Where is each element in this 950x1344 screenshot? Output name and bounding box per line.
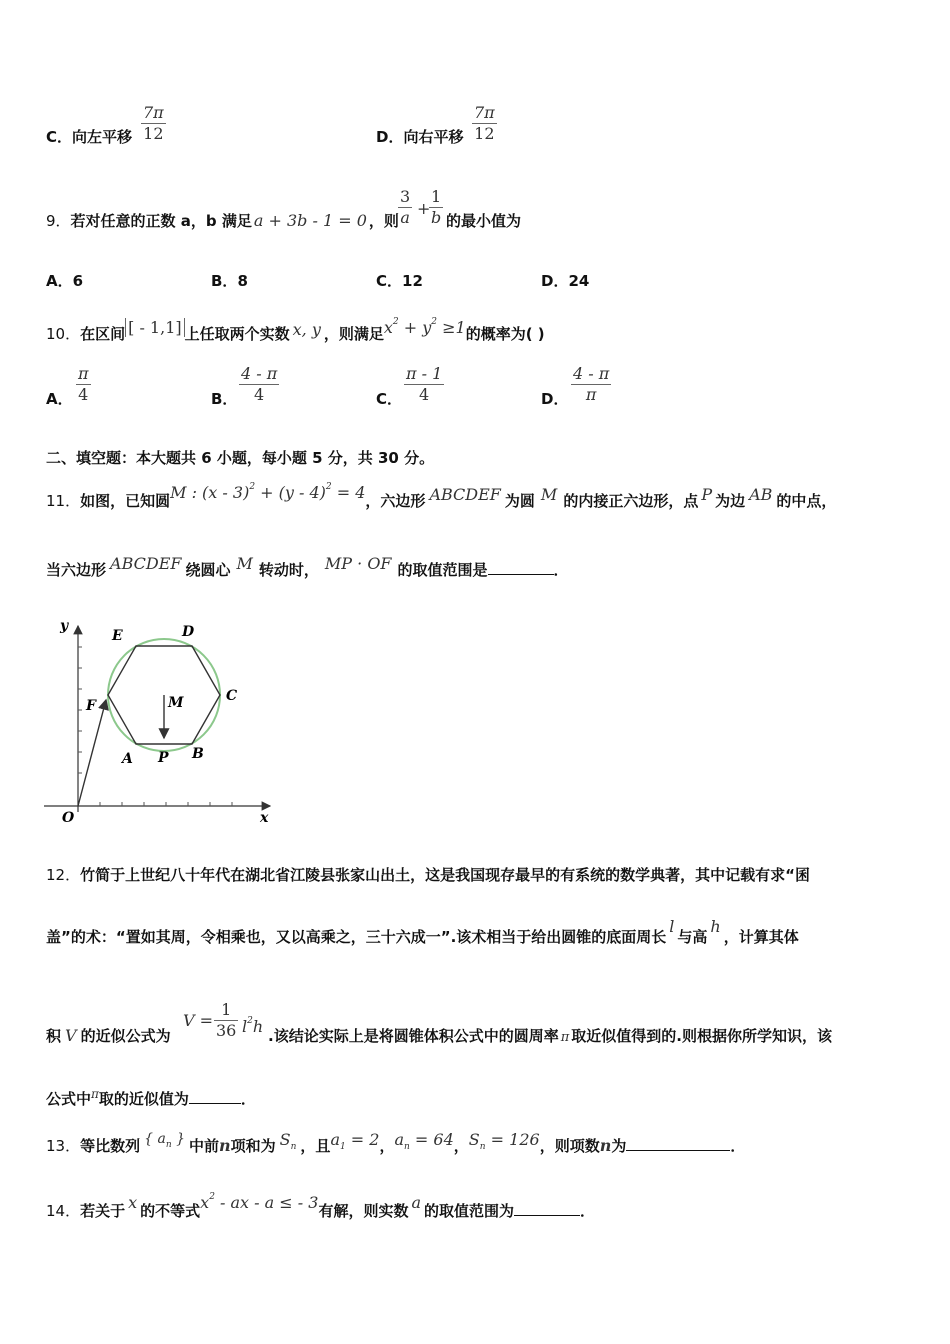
- q12-formula-fraction: [214, 1000, 238, 1041]
- q13-seq-close: }: [171, 1131, 185, 1147]
- q13-a1-val: = 2: [345, 1130, 380, 1149]
- label-x: x: [260, 810, 269, 826]
- q12-formula-exp: 2: [247, 1016, 253, 1026]
- label-b: B: [192, 746, 204, 762]
- q11-text-f: 的中点，: [776, 492, 837, 510]
- q10-options-1-label: B．: [211, 390, 238, 408]
- option-label: C．: [46, 128, 73, 146]
- q14-text-c: 有解，则实数: [318, 1202, 409, 1220]
- q11-line-2: [46, 554, 569, 580]
- q10-options-0-label: A．: [46, 390, 73, 408]
- q9-options-0-value: 6: [72, 272, 84, 290]
- q12-formula-h: h: [252, 1017, 264, 1036]
- q11-circle-c: = 4: [331, 483, 366, 502]
- q10-options-1-num: 4 - π: [241, 364, 278, 383]
- answer-blank[interactable]: [488, 560, 554, 575]
- q9-text-b: ，则: [368, 212, 399, 230]
- q12-v: V: [65, 1026, 77, 1045]
- q13-s-sub: n: [290, 1142, 297, 1152]
- q10-inequality: [384, 318, 466, 337]
- q11-text-d: 的内接正六边形，点: [563, 492, 699, 510]
- label-c: C: [226, 688, 238, 704]
- q12-line4-end: ．: [240, 1090, 256, 1108]
- q12-line3-a: 积: [46, 1027, 62, 1045]
- q13-text-b: 中前: [188, 1137, 219, 1155]
- q10-text-d: 的概率为( ): [465, 325, 545, 343]
- q12-pi: π: [560, 1030, 570, 1045]
- q11-ab: AB: [749, 485, 773, 504]
- q13-n2: n: [599, 1136, 612, 1155]
- answer-blank[interactable]: [514, 1201, 580, 1216]
- question-number: 13．: [46, 1137, 81, 1155]
- q9-f1-num: 3: [400, 187, 411, 206]
- q10-text-a: 在区间: [80, 325, 126, 343]
- q10-text-c: ，则满足: [323, 325, 384, 343]
- answer-blank[interactable]: [189, 1089, 241, 1104]
- q10-option-a-fraction: [76, 364, 91, 405]
- q9-options-3-value: 24: [568, 272, 590, 290]
- q10-options-2-num: π - 1: [406, 364, 443, 383]
- q13-end: ．: [730, 1137, 746, 1155]
- q13-an-sub: n: [404, 1142, 410, 1152]
- q14-end: ．: [580, 1202, 596, 1220]
- q8-options-c-frac-den: 12: [143, 124, 164, 143]
- q11-text-a: 如图，已知圆: [80, 492, 171, 510]
- q11-line2-m: M: [236, 554, 253, 573]
- q9-option-c[interactable]: [376, 271, 423, 291]
- q11-circle-equation: [170, 483, 365, 502]
- q9-f2-den: b: [431, 208, 442, 227]
- question-number: 12．: [46, 866, 81, 884]
- label-m: M: [168, 695, 184, 711]
- q12-line4-b: 取的近似值为: [98, 1090, 189, 1108]
- q9-options-1-label: B．: [211, 272, 238, 290]
- q10-option-b-fraction: [239, 364, 279, 405]
- q10-options-0-num: π: [78, 364, 89, 383]
- q10-ineq-plus: +: [398, 318, 423, 337]
- section-title: 二、填空题：本大题共 6 小题，每小题 5 分，共 30 分。: [46, 449, 435, 467]
- q14-ineq-exp: 2: [209, 1192, 215, 1202]
- q13-text-a: 等比数列: [80, 1137, 141, 1155]
- q14-stem: [46, 1192, 596, 1221]
- q8-options-d-frac-num: 7π: [474, 103, 495, 122]
- q9-option-b[interactable]: [211, 271, 248, 291]
- q13-s: S: [279, 1130, 291, 1149]
- q10-options-3-label: D．: [541, 390, 569, 408]
- q10-interval: [ - 1,1]: [125, 318, 185, 337]
- q12-line-4: [46, 1089, 256, 1110]
- q14-text-d: 的取值范围为: [424, 1202, 515, 1220]
- q11-line2-hex: ABCDEF: [110, 554, 182, 573]
- q12-line2-a: 盖”的术：“置如其周，令相乘也，又以高乘之，三十六成一”.该术相当于给出圆锥的底面周长: [46, 928, 667, 946]
- q8-option-d[interactable]: [376, 127, 463, 147]
- q12-line-3-tail: [268, 1026, 832, 1048]
- q14-a: a: [411, 1193, 421, 1212]
- q12-line4-pi: π: [91, 1087, 99, 1101]
- q13-text-c: 项和为: [230, 1137, 276, 1155]
- q9-option-d[interactable]: [541, 271, 589, 291]
- q10-options-3-den: π: [585, 385, 597, 404]
- q12-formula-l: l: [242, 1017, 248, 1036]
- q12-formula-rhs: [242, 1011, 263, 1037]
- option-text: 向左平移: [72, 128, 133, 146]
- q11-line2-a: 当六边形: [46, 561, 107, 579]
- q13-sn-val: = 126: [485, 1130, 540, 1149]
- q12-formula-num: 1: [221, 1000, 232, 1019]
- q13-an-val: = 64: [409, 1130, 454, 1149]
- q11-line2-b: 绕圆心: [185, 561, 231, 579]
- q12-line4-a: 公式中: [46, 1090, 92, 1108]
- question-number: 9．: [46, 212, 71, 230]
- hexagon-figure: [40, 612, 280, 834]
- q11-text-c: 为圆: [504, 492, 535, 510]
- q13-a1: a: [330, 1130, 340, 1149]
- q11-m: M: [540, 485, 558, 504]
- question-number: 11．: [46, 492, 81, 510]
- q13-stem: [46, 1130, 746, 1163]
- q13-sequence: [144, 1131, 185, 1150]
- q9-option-a[interactable]: [46, 271, 83, 291]
- q13-comma1: ，: [379, 1137, 395, 1155]
- q13-sn-sub: n: [479, 1142, 486, 1152]
- q9-options-3-label: D．: [541, 272, 569, 290]
- option-text: 向右平移: [403, 128, 464, 146]
- vector-of: [78, 700, 106, 806]
- q9-f1-den: a: [400, 208, 410, 227]
- q9-tail: 的最小值为: [446, 212, 522, 230]
- q10-options-2-label: C．: [376, 390, 403, 408]
- label-o: O: [62, 810, 75, 826]
- q12-line3-c: .该结论实际上是将圆锥体积公式中的圆周率: [268, 1027, 559, 1045]
- q13-seq: { a: [144, 1131, 166, 1147]
- q12-line3-b: 的近似公式为: [80, 1027, 171, 1045]
- q12-line1: 竹简于上世纪八十年代在湖北省江陵县张家山出土，这是我国现存最早的有系统的数学典著，其中记载有求“囷: [80, 866, 810, 884]
- q12-l: l: [669, 917, 675, 936]
- q11-exp1: 2: [249, 482, 256, 492]
- q12-line-1: [46, 865, 810, 885]
- q11-text-e: 为边: [715, 492, 746, 510]
- q12-line3-d: 取近似值得到的.则根据你所学知识，该: [571, 1027, 832, 1045]
- q11-exp2: 2: [325, 482, 332, 492]
- q14-ineq-x: x: [200, 1193, 210, 1212]
- q10-vars: x, y: [292, 320, 321, 339]
- q13-comma2: ，: [453, 1137, 469, 1155]
- q11-p: P: [701, 485, 713, 504]
- q13-sn: S: [468, 1130, 480, 1149]
- q12-line-3: [46, 1026, 171, 1046]
- q11-line-1: [46, 482, 837, 511]
- q8-option-c[interactable]: [46, 127, 132, 147]
- q10-stem: [46, 318, 545, 344]
- label-e: E: [112, 628, 123, 644]
- q11-circle-b: + (y - 4): [255, 483, 326, 502]
- label-p: P: [158, 750, 169, 766]
- q11-line2-end: ．: [553, 561, 569, 579]
- q10-option-a[interactable]: [46, 389, 73, 409]
- label-f: F: [86, 698, 96, 714]
- q10-options-3-num: 4 - π: [573, 364, 610, 383]
- question-number: 10．: [46, 325, 81, 343]
- q10-options-0-den: 4: [78, 385, 89, 404]
- q9-f2-num: 1: [431, 187, 442, 206]
- q13-seq-sub: n: [165, 1140, 172, 1150]
- question-number: 14．: [46, 1202, 81, 1220]
- option-label: D．: [376, 128, 404, 146]
- q10-ineq-exp1: 2: [392, 317, 399, 327]
- q13-n1: n: [219, 1136, 231, 1155]
- q9-options-0-label: A．: [46, 272, 73, 290]
- q9-plus: +: [417, 199, 431, 218]
- q8-c-fraction: [141, 103, 166, 144]
- q13-text-d: ，且: [300, 1137, 331, 1155]
- q9-text-a: 若对任意的正数 a，b 满足: [70, 212, 252, 230]
- q13-text-e: ，则项数: [539, 1137, 600, 1155]
- label-y: y: [60, 618, 69, 634]
- q9-fraction-2: [429, 187, 443, 228]
- q14-text-a: 若关于: [80, 1202, 126, 1220]
- q10-ineq-x: x: [383, 318, 393, 337]
- q8-options-d-frac-den: 12: [474, 124, 495, 143]
- q10-option-d-fraction: [571, 364, 611, 405]
- q10-options-1-den: 4: [254, 385, 265, 404]
- q10-option-d[interactable]: [541, 389, 568, 409]
- q12-formula-lhs: V =: [183, 1011, 214, 1030]
- q10-option-c[interactable]: [376, 389, 402, 409]
- q13-text-f: 为: [611, 1137, 627, 1155]
- q10-ineq-rest: ≥1: [437, 318, 466, 337]
- q13-an: a: [394, 1130, 405, 1149]
- q9-stem: [46, 211, 399, 231]
- q12-line2-b: 与高: [677, 928, 708, 946]
- q10-option-c-fraction: [404, 364, 444, 405]
- q10-ineq-y: y: [422, 318, 432, 337]
- q8-options-c-frac-num: 7π: [143, 103, 164, 122]
- q11-line2-c: 转动时，: [258, 561, 319, 579]
- q9-options-2-value: 12: [402, 272, 423, 290]
- q11-line2-d: 的取值范围是: [397, 561, 488, 579]
- q10-ineq-exp2: 2: [431, 317, 438, 327]
- q10-option-b[interactable]: [211, 389, 237, 409]
- q9-condition: a + 3b - 1 = 0: [253, 211, 367, 230]
- q9-options-2-label: C．: [376, 272, 403, 290]
- q8-d-fraction: [472, 103, 497, 144]
- label-a: A: [122, 751, 133, 767]
- q11-text-b: ，六边形: [365, 492, 426, 510]
- q14-inequality: [200, 1193, 318, 1212]
- q9-fraction-1: [398, 187, 412, 228]
- q10-text-b: 上任取两个实数: [184, 325, 290, 343]
- q11-circle-a: M : (x - 3): [170, 483, 250, 502]
- q9-options-1-value: 8: [237, 272, 248, 290]
- q12-formula-den: 36: [216, 1021, 237, 1040]
- q12-h: h: [710, 917, 721, 936]
- q14-ineq-rest: - ax - a ≤ - 3: [214, 1193, 319, 1212]
- q11-hexagon: ABCDEF: [429, 485, 501, 504]
- label-d: D: [182, 624, 195, 640]
- q10-options-2-den: 4: [419, 385, 430, 404]
- q11-dot-product: MP · OF: [324, 554, 392, 573]
- answer-blank[interactable]: [626, 1136, 730, 1151]
- q12-line-2: [46, 917, 799, 947]
- q14-text-b: 的不等式: [140, 1202, 201, 1220]
- q12-line2-c: ，计算其体: [723, 928, 799, 946]
- q14-x: x: [128, 1193, 138, 1212]
- q13-a1-sub: 1: [339, 1142, 346, 1152]
